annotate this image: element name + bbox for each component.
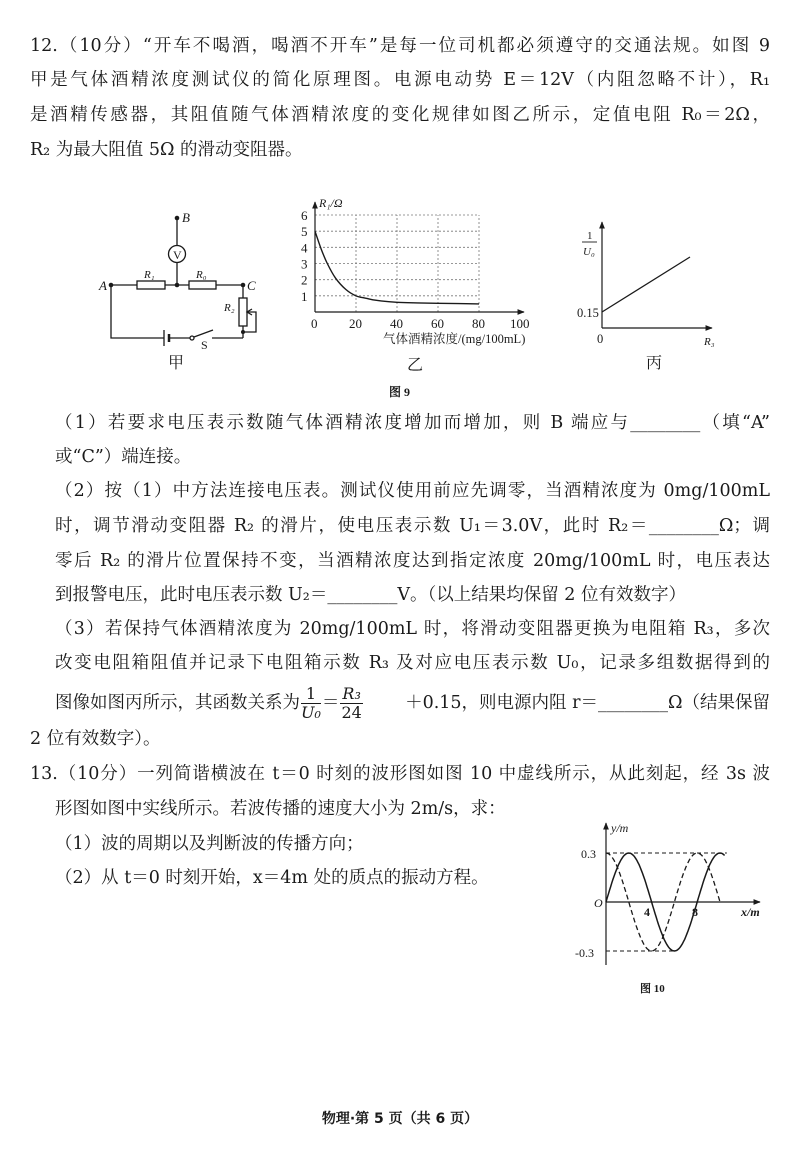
x-tick-label: 80 [472,316,485,331]
q12-stem-line-4: R₂ 为最大阻值 5Ω 的滑动变阻器。 [30,140,303,160]
figure-label-jia: 甲 [168,355,185,372]
chart-bing-origin-label: 0 [597,332,604,346]
label-r1: R₁ [144,269,155,281]
voltmeter-label: V [173,248,182,262]
figure-9-caption: 图 9 [389,385,411,399]
q13-part2: （2）从 t＝0 时刻开始，x＝4m 处的质点的振动方程。 [55,868,489,888]
chart-bing-y-label-den: U₀ [583,246,595,258]
q12-part3-line-1: （3）若保持气体酒精浓度为 20mg/100mL 时，将滑动变阻器更换为电阻箱 R₃，多次 [55,619,770,639]
q12-stem-line-1: 12.（10分）“开车不喝酒，喝酒不开车”是每一位司机都必须遵守的交通法规。如图 9 [30,36,770,56]
label-c: C [247,278,256,293]
q12-part3-line-2: 改变电阻箱阻值并记录下电阻箱示数 R₃ 及对应电压表示数 U₀，记录多组数据得到的 [55,653,770,673]
node-b [175,216,180,221]
q12-stem-line-2: 甲是气体酒精浓度测试仪的简化原理图。电源电动势 E＝12V（内阻忽略不计），R₁ [30,70,770,90]
q12-part2-line-4: 到报警电压，此时电压表示数 U₂＝________V。（以上结果均保留 2 位有效数字） [55,585,686,605]
formula-text-before: 图像如图丙所示，其函数关系为 [55,693,300,713]
y-tick-label: 4 [301,240,308,256]
resistor-r0 [189,281,216,289]
q12-part2-line-3: 零后 R₂ 的滑片位置保持不变，当酒精浓度达到指定浓度 20mg/100mL 时，电压表达 [55,551,770,571]
figure-label-bing: 丙 [646,355,663,372]
y-tick-label: 2 [301,272,308,288]
x-tick-label: 100 [510,316,530,331]
chart-bing-line [602,257,690,312]
chart-yi-x-label: 气体酒精浓度/(mg/100mL) [383,332,526,346]
x-tick-label: 40 [390,316,403,331]
rheostat-slider-wire [243,312,256,332]
figure-label-yi: 乙 [407,357,424,374]
formula-text-after: ＋0.15，则电源内阻 r＝________Ω（结果保留 [405,693,770,713]
resistor-r1 [137,281,165,289]
chart-bing-y-label-num: 1 [587,230,593,242]
y-tick-label: 6 [301,208,308,223]
node-c [241,283,246,288]
y-tick-label: 5 [301,224,308,240]
chart-yi-y-label: R₁/Ω [319,196,343,210]
wave-x-tick: 8 [692,905,698,919]
fraction-denominator: U₀ [301,702,321,722]
label-s: S [201,338,208,352]
q12-part2-line-1: （2）按（1）中方法连接电压表。测试仪使用前应先调零，当酒精浓度为 0mg/100mL [55,481,770,501]
q12-part3-line-end: 2 位有效数字）。 [30,729,161,749]
q12-part1-line-2: 或“C”）端连接。 [55,447,192,467]
wave-y-tick-bottom: -0.3 [575,946,594,960]
label-r2: R₂ [224,302,235,314]
wave-y-label: y/m [611,821,629,835]
switch-s [194,330,213,337]
label-a: A [99,278,107,293]
figure-10-caption: 图 10 [640,983,665,995]
node-junction [175,283,180,288]
chart-bing-intercept-label: 0.15 [577,306,599,320]
x-tick-label: 0 [311,316,318,331]
circuit-diagram-jia [111,218,256,346]
x-tick-label: 20 [349,316,362,331]
q12-part2-line-2: 时，调节滑动变阻器 R₂ 的滑片，使电压表示数 U₁＝3.0V，此时 R₂＝________Ω；调 [55,516,770,536]
wave-y-tick-top: 0.3 [581,847,596,861]
wave-origin-label: O [594,896,603,910]
fraction-numerator: 1 [301,685,321,704]
page-footer: 物理·第 5 页（共 6 页） [321,1111,479,1127]
node-r2-bottom [241,330,245,334]
q13-stem-line-2: 形图如图中实线所示。若波传播的速度大小为 2m/s，求： [55,799,506,819]
switch-contact [190,336,194,340]
node-a [109,283,114,288]
formula-equals: ＝ [321,693,340,713]
y-tick-label: 1 [301,288,308,304]
label-r0: R₀ [196,269,207,281]
fraction-numerator: R₃ [342,683,361,703]
chart-bing-x-label: R₃ [704,336,715,348]
q12-part1-line-1: （1）若要求电压表示数随气体酒精浓度增加而增加，则 B 端应与________（填“A” [55,413,770,433]
q13-stem-line-1: 13.（10分）一列简谐横波在 t＝0 时刻的波形图如图 10 中虚线所示，从此刻起，经 3s 波 [30,764,770,784]
chart-yi-grid [315,215,479,312]
label-b: B [182,210,190,225]
wave-x-tick: 4 [644,905,650,919]
wave-x-label: x/m [741,905,760,919]
wire [111,285,164,338]
q12-stem-line-3: 是酒精传感器，其阻值随气体酒精浓度的变化规律如图乙所示，定值电阻 R₀＝2Ω， [30,105,770,125]
q13-part1: （1）波的周期以及判断波的传播方向； [55,834,364,854]
x-tick-label: 60 [431,316,444,331]
fraction-denominator: 24 [341,702,362,722]
y-tick-label: 3 [301,256,308,272]
